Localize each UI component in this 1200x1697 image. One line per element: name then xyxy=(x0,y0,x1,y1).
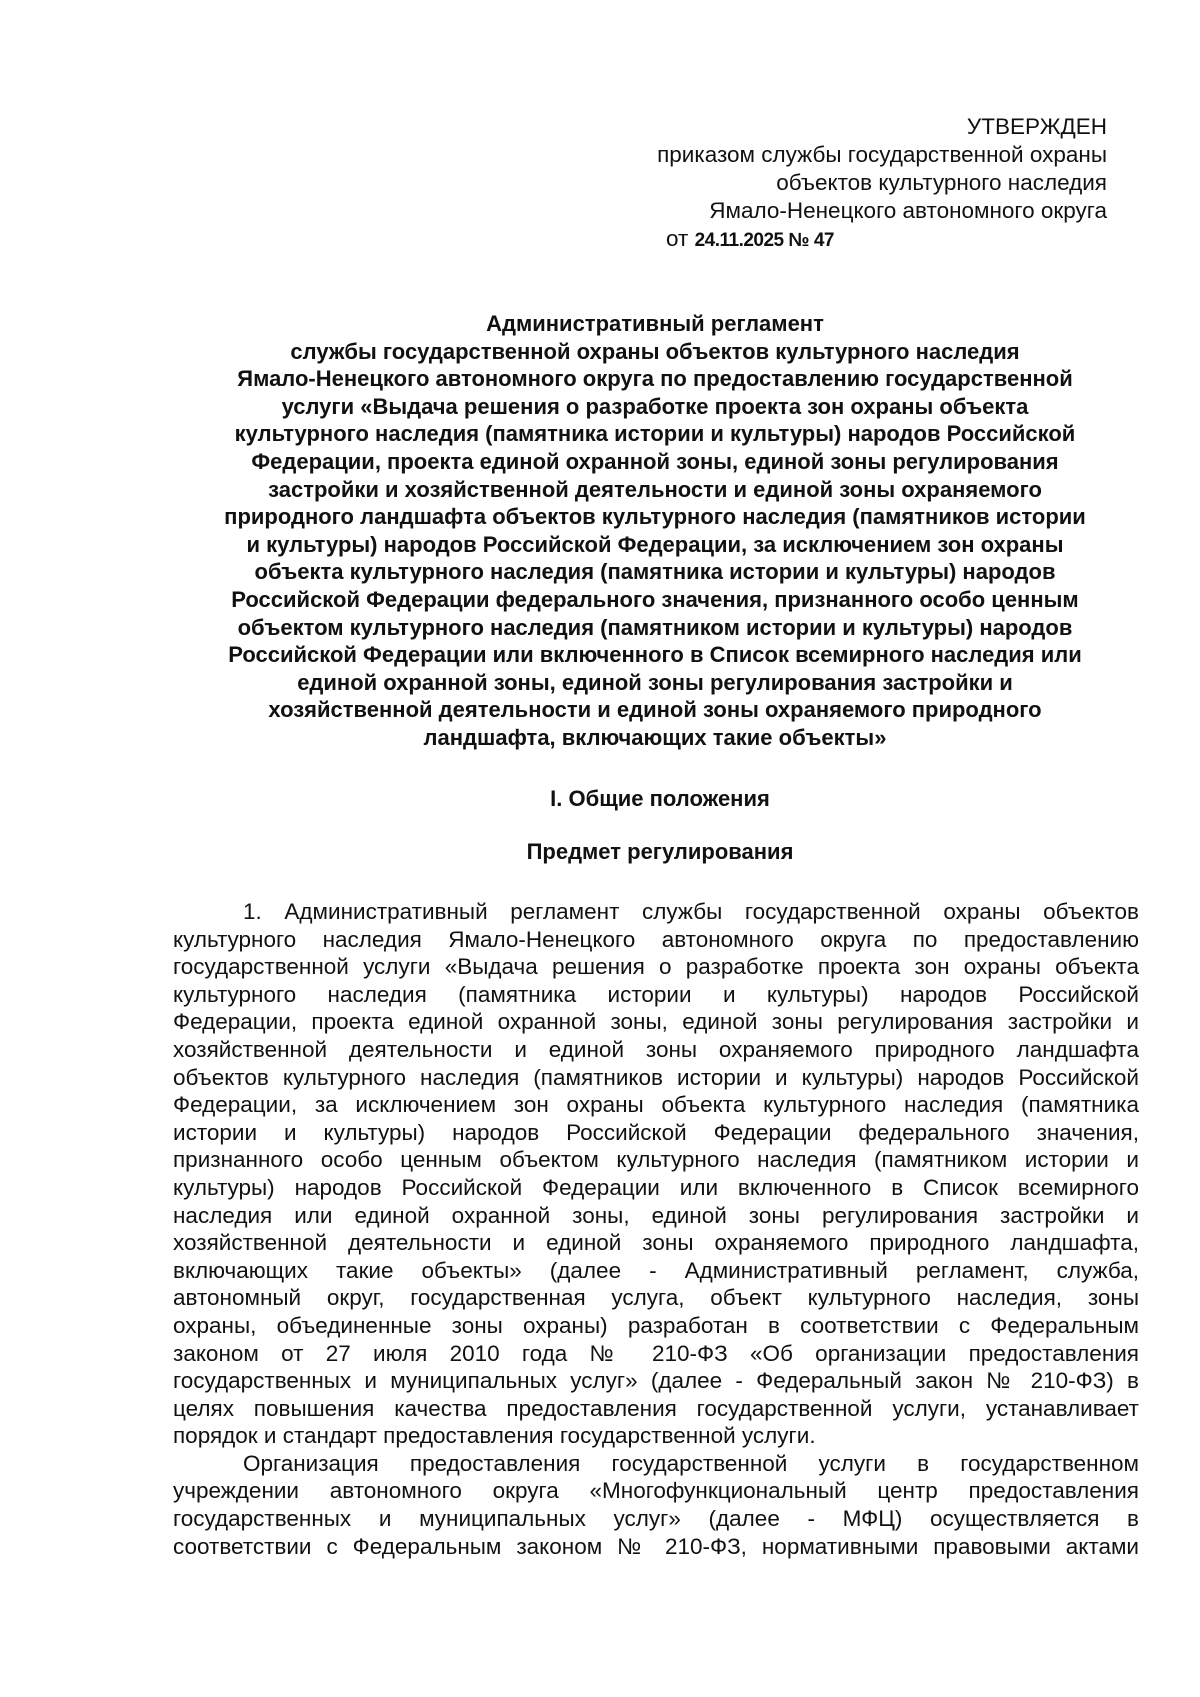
paragraph-line: Организация предоставления государственной услуги в государственном xyxy=(243,1450,1139,1476)
paragraph-line: Федерации, проекта единой охранной зоны, единой зоны регулирования застройки и xyxy=(173,1009,1139,1035)
document-title xyxy=(170,310,1140,752)
title-line: Российской Федерации или включенного в Список всемирного наследия или xyxy=(228,642,1082,668)
paragraph-line: государственной услуги «Выдача решения о разработке проекта зон охраны объекта xyxy=(173,954,1139,980)
paragraph-2 xyxy=(173,1450,1139,1560)
approval-line-3: Ямало-Ненецкого автономного округа xyxy=(709,198,1107,223)
paragraph-line: объектов культурного наследия (памятников истории и культуры) народов Российской xyxy=(173,1064,1139,1090)
paragraph-line: государственных и муниципальных услуг» (далее - МФЦ) осуществляется в xyxy=(173,1506,1139,1532)
paragraph-line: учреждении автономного округа «Многофункциональный центр предоставления xyxy=(173,1478,1139,1504)
paragraph-line: наследия или единой охранной зоны, единой зоны регулирования застройки и xyxy=(173,1202,1139,1228)
title-line: Федерации, проекта единой охранной зоны, единой зоны регулирования xyxy=(251,448,1059,474)
title-line: услуги «Выдача решения о разработке проекта зон охраны объекта xyxy=(281,393,1029,419)
title-line: природного ландшафта объектов культурного наследия (памятников истории xyxy=(224,504,1086,530)
paragraph-line: охраны, объединенные зоны охраны) разработан в соответствии с Федеральным xyxy=(173,1312,1139,1338)
title-line: культурного наследия (памятника истории и культуры) народов Российской xyxy=(234,421,1076,447)
paragraph-line: автономный округ, государственная услуга, объект культурного наследия, зоны xyxy=(173,1285,1139,1311)
paragraph-line: хозяйственной деятельности и единой зоны охраняемого природного ландшафта xyxy=(173,1036,1139,1062)
approval-line-1: приказом службы государственной охраны xyxy=(657,142,1107,167)
title-line: объекта культурного наследия (памятника истории и культуры) народов xyxy=(254,559,1056,585)
title-line: ландшафта, включающих такие объекты» xyxy=(423,724,887,750)
subsection-heading: Предмет регулирования xyxy=(526,839,794,864)
paragraph-line: признанного особо ценным объектом культурного наследия (памятником истории и xyxy=(173,1147,1139,1173)
title-line: Российской Федерации федерального значения, признанного особо ценным xyxy=(231,586,1079,612)
paragraph-line: истории и культуры) народов Российской Федерации федерального значения, xyxy=(173,1119,1139,1145)
title-line: и культуры) народов Российской Федерации, за исключением зон охраны xyxy=(246,531,1064,557)
title-line: хозяйственной деятельности и единой зоны охраняемого природного xyxy=(268,697,1042,723)
paragraph-line: законом от 27 июля 2010 года № 210-ФЗ «Об организации предоставления xyxy=(173,1340,1139,1366)
approval-date-prefix: от xyxy=(665,226,689,251)
paragraph-line: Федерации, за исключением зон охраны объекта культурного наследия (памятника xyxy=(173,1092,1139,1118)
paragraph-line: целях повышения качества предоставления государственной услуги, устанавливает xyxy=(173,1395,1139,1421)
paragraph-line: государственных и муниципальных услуг» (далее - Федеральный закон № 210-ФЗ) в xyxy=(173,1368,1139,1394)
paragraph-line: 1. Административный регламент службы государственной охраны объектов xyxy=(243,899,1139,924)
section-heading: I. Общие положения xyxy=(550,786,770,811)
title-line: застройки и хозяйственной деятельности и единой зоны охраняемого xyxy=(268,476,1042,502)
title-line: объектом культурного наследия (памятником истории и культуры) народов xyxy=(237,614,1073,640)
title-line: Административный регламент xyxy=(486,311,824,336)
title-line: службы государственной охраны объектов культурного наследия xyxy=(290,338,1020,364)
approval-status: УТВЕРЖДЕН xyxy=(966,114,1107,139)
paragraph-line: включающих такие объекты» (далее - Административный регламент, служба, xyxy=(173,1257,1139,1283)
body-text xyxy=(173,898,1139,1560)
approval-date-value: 24.11.2025 № 47 xyxy=(694,230,834,251)
paragraph-line: культуры) народов Российской Федерации или включенного в Список всемирного xyxy=(173,1174,1139,1200)
approval-line-2: объектов культурного наследия xyxy=(776,170,1107,195)
paragraph-line: культурного наследия Ямало-Ненецкого автономного округа по предоставлению xyxy=(173,926,1139,952)
title-line: Ямало-Ненецкого автономного округа по предоставлению государственной xyxy=(237,366,1073,392)
paragraph-line: культурного наследия (памятника истории и культуры) народов Российской xyxy=(173,981,1139,1007)
paragraph-line: хозяйственной деятельности и единой зоны охраняемого природного ландшафта, xyxy=(173,1230,1139,1256)
approval-date-line xyxy=(547,225,834,255)
paragraph-1 xyxy=(173,898,1139,1450)
paragraph-line: соответствии с Федеральным законом № 210-ФЗ, нормативными правовыми актами xyxy=(173,1533,1139,1559)
title-line: единой охранной зоны, единой зоны регулирования застройки и xyxy=(297,669,1013,695)
paragraph-line: порядок и стандарт предоставления государственной услуги. xyxy=(173,1423,816,1449)
approval-block xyxy=(547,113,1107,255)
